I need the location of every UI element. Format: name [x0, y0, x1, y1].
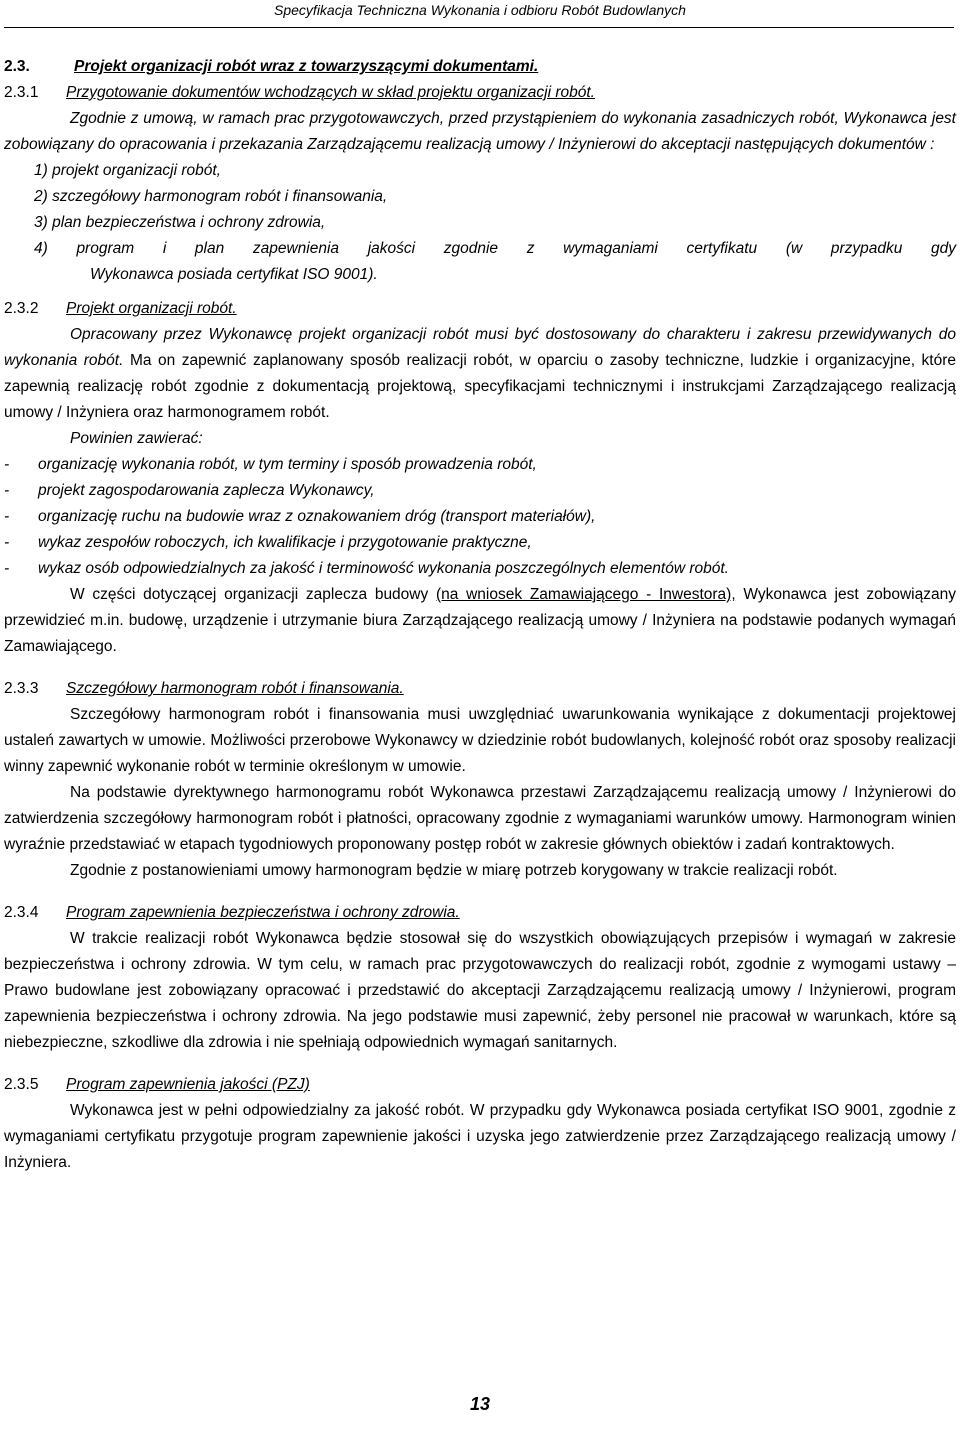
section-number: 2.3. — [4, 58, 30, 75]
section-2-3-3-heading — [4, 676, 956, 702]
paragraph: Zgodnie z umową, w ramach prac przygotowawczych, przed przystąpieniem do wykonania zasadniczych robót, Wykonawca jest zobowiązany do opracowania i przekazania Zarządzającemu realizacją umowy / Inżynierowi do akceptacji następujących dokumentów : — [4, 110, 956, 153]
paragraph — [4, 582, 956, 660]
section-number: 2.3.3 — [4, 680, 39, 697]
paragraph: Zgodnie z postanowieniami umowy harmonogram będzie w miarę potrzeb korygowany w trakcie realizacji robót. — [70, 862, 838, 879]
section-title: Program zapewnienia jakości (PZJ) — [66, 1076, 310, 1093]
list-item — [4, 478, 956, 504]
section-title: Szczegółowy harmonogram robót i finansowania. — [66, 680, 404, 697]
paragraph-text: Wykonawca jest zobowiązany przewidzieć m.in. budowę, urządzenie i utrzymanie biura Zarządzającego realizacją umowy / Inżyniera na podstawie podanych wymagań Zamawiającego. — [4, 586, 956, 655]
dash-marker: - — [4, 482, 10, 499]
list-item — [4, 452, 956, 478]
section-title: Projekt organizacji robót. — [66, 300, 237, 317]
list-item: 3) plan bezpieczeństwa i ochrony zdrowia, — [34, 214, 326, 231]
paragraph: Szczegółowy harmonogram robót i finansowania musi uwzględniać uwarunkowania wynikające z dokumentacji projektowej ustaleń zawartych w umowie. Możliwości przerobowe Wykonawcy w dziedzinie robót budowlanych, kolejność robót oraz sposoby realizacji winny zapewnić wykonanie robót w terminie określonym w umowie. — [4, 706, 956, 775]
list-item-text: organizację wykonania robót, w tym terminy i sposób prowadzenia robót, — [38, 456, 537, 473]
paragraph-text: W części dotyczącej organizacji zaplecza budowy — [70, 586, 436, 603]
section-2-3-2-heading — [4, 296, 956, 322]
section-number: 2.3.1 — [4, 84, 39, 101]
paragraph: Na podstawie dyrektywnego harmonogramu robót Wykonawca przestawi Zarządzającemu realizacją umowy / Inżynierowi do zatwierdzenia szczegółowy harmonogram robót i płatności, opracowany zgodnie z wymaganiami warunków umowy. Harmonogram winien wyraźnie przedstawiać w etapach tygodniowych proponowany postęp robót w zakresie głównych obiektów i zadań kontraktowych. — [4, 784, 956, 853]
section-number: 2.3.4 — [4, 904, 39, 921]
paragraph: W trakcie realizacji robót Wykonawca będzie stosował się do wszystkich obowiązujących przepisów i wymagań w zakresie bezpieczeństwa i ochrony zdrowia. W tym celu, w ramach prac przygotowawczych do realizacji robót, zgodnie z wymogami ustawy – Prawo budowlane jest zobowiązany opracować i przedstawić do akceptacji Zarządzającemu realizacją umowy / Inżynierowi, program zapewnienia bezpieczeństwa i ochrony zdrowia. Na jego podstawie musi zapewnić, żeby personel nie pracował w warunkach, które są niebezpieczne, szkodliwe dla zdrowia i nie spełniają odpowiednich wymagań sanitarnych. — [4, 930, 956, 1051]
section-2-3-1-heading — [4, 80, 956, 106]
should-contain-label: Powinien zawierać: — [70, 430, 203, 447]
dash-marker: - — [4, 560, 10, 577]
list-item: 2) szczegółowy harmonogram robót i finansowania, — [34, 188, 388, 205]
list-item-text: organizację ruchu na budowie wraz z oznakowaniem dróg (transport materiałów), — [38, 508, 596, 525]
paragraph-rest: Ma on zapewnić zaplanowany sposób realizacji robót, w oparciu o zasoby techniczne, ludzkie i organizacyjne, które zapewnią realizację robót zgodnie z dokumentacją projektową, specyfikacjami technicznymi i instrukcjami Zarządzającego realizacją umowy / Inżyniera oraz harmonogramem robót. — [4, 352, 956, 421]
list-item — [4, 530, 956, 556]
dash-marker: - — [4, 508, 10, 525]
dash-marker: - — [4, 456, 10, 473]
list-item-text: wykaz zespołów roboczych, ich kwalifikacje i przygotowanie praktyczne, — [38, 534, 532, 551]
section-2-3-heading — [4, 54, 956, 80]
paragraph — [4, 322, 956, 426]
section-title: Program zapewnienia bezpieczeństwa i ochrony zdrowia. — [66, 904, 460, 921]
list-item-text: projekt zagospodarowania zaplecza Wykonawcy, — [38, 482, 375, 499]
paragraph: Wykonawca jest w pełni odpowiedzialny za jakość robót. W przypadku gdy Wykonawca posiada certyfikat ISO 9001, zgodnie z wymaganiami certyfikatu przygotuje program zapewnienie jakości i uzyska jego zatwierdzenie przez Zarządzającego realizacją umowy / Inżyniera. — [4, 1102, 956, 1171]
dash-list — [4, 452, 956, 582]
numbered-list — [4, 158, 956, 288]
list-item-text: wykaz osób odpowiedzialnych za jakość i terminowość wykonania poszczególnych elementów robót. — [38, 560, 729, 577]
list-item — [4, 504, 956, 530]
section-2-3-4-heading — [4, 900, 956, 926]
section-number: 2.3.2 — [4, 300, 39, 317]
dash-marker: - — [4, 534, 10, 551]
page-number: 13 — [469, 1394, 491, 1414]
list-item-continuation: Wykonawca posiada certyfikat ISO 9001). — [90, 266, 378, 283]
section-title: Projekt organizacji robót wraz z towarzyszącymi dokumentami. — [74, 58, 539, 75]
header-rule — [4, 27, 954, 28]
list-item — [4, 556, 956, 582]
section-number: 2.3.5 — [4, 1076, 39, 1093]
document-body — [4, 54, 956, 1176]
list-item: 4) program i plan zapewnienia jakości zgodnie z wymaganiami certyfikatu (w przypadku gdy — [34, 240, 956, 257]
page-header: Specyfikacja Techniczna Wykonania i odbioru Robót Budowlanych — [274, 2, 686, 18]
section-title: Przygotowanie dokumentów wchodzących w skład projektu organizacji robót. — [66, 84, 595, 101]
section-2-3-5-heading — [4, 1072, 956, 1098]
list-item: 1) projekt organizacji robót, — [34, 162, 221, 179]
paragraph-underlined: (na wniosek Zamawiającego - Inwestora), — [435, 586, 736, 603]
paragraph-lead: Opracowany przez Wykonawcę projekt organizacji robót musi być dostosowany do charakteru i zakresu przewidywanych do wykonania robót. — [4, 326, 956, 369]
